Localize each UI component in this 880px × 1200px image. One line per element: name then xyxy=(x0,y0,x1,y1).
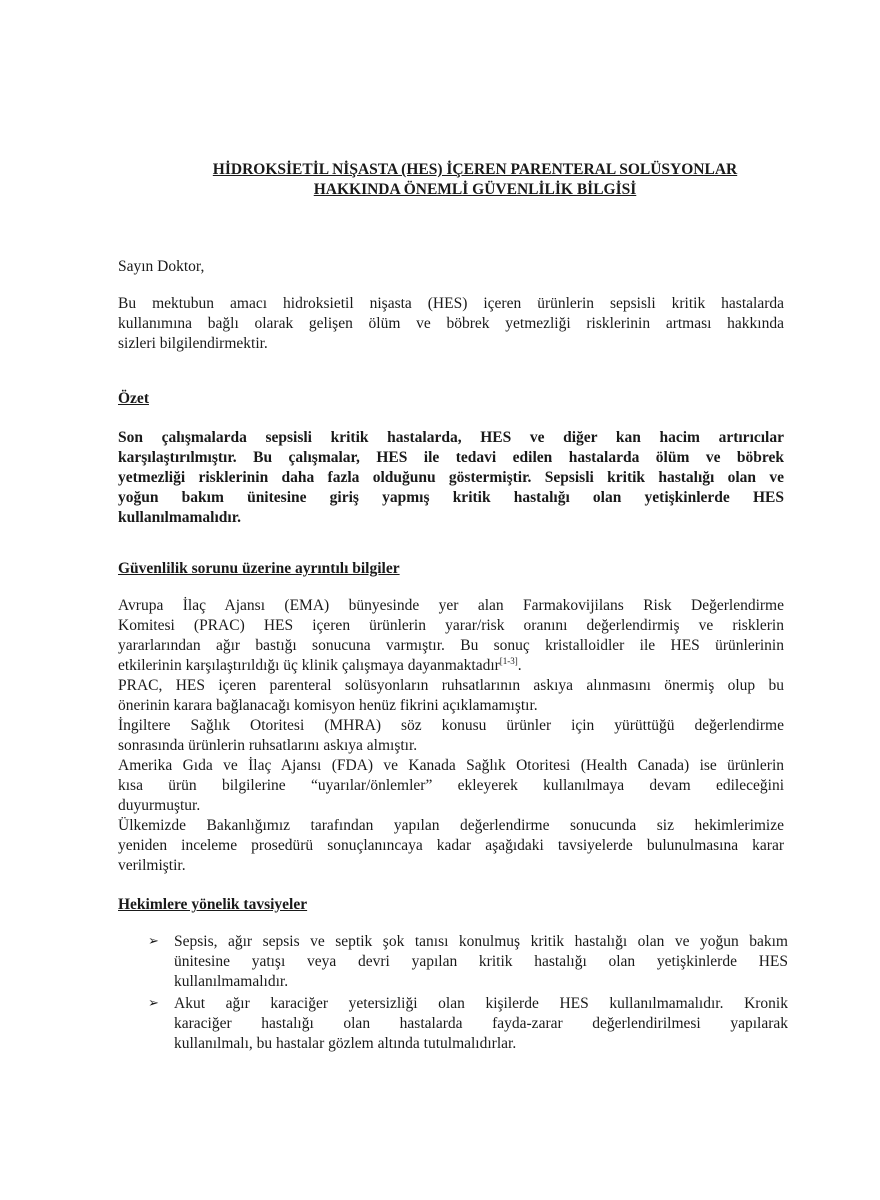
recommendation-line: kullanılmalı, bu hastalar gözlem altında tutulmalıdırlar. xyxy=(174,1035,517,1052)
recommendation-item xyxy=(148,932,788,992)
summary-line: yoğun bakım ünitesine giriş yapmış kritik hastalığı olan yetişkinlerde HES xyxy=(118,489,784,506)
details-line: Ülkemizde Bakanlığımız tarafından yapılan değerlendirme sonucunda siz hekimlerimize xyxy=(118,817,784,834)
details-line: sonrasında ürünlerin ruhsatlarını askıya almıştır. xyxy=(118,737,418,754)
greeting: Sayın Doktor, xyxy=(118,258,205,275)
details-line: yararlarından ağır bastığı sonucuna varmıştır. Bu sonuç kristalloidler ile HES ürünlerinin xyxy=(118,637,784,654)
details-heading: Güvenlilik sorunu üzerine ayrıntılı bilgiler xyxy=(118,560,400,577)
details-line: duyurmuştur. xyxy=(118,797,201,814)
title-line-1: HİDROKSİETİL NİŞASTA (HES) İÇEREN PARENTERAL SOLÜSYONLAR xyxy=(212,161,738,178)
details-line: Amerika Gıda ve İlaç Ajansı (FDA) ve Kanada Sağlık Otoritesi (Health Canada) ise ürünlerin xyxy=(118,757,784,774)
intro-line: kullanımına bağlı olarak gelişen ölüm ve böbrek yetmezliği risklerinin artması hakkında xyxy=(118,315,784,332)
recommendation-item xyxy=(148,994,788,1054)
details-line: yeniden inceleme prosedürü sonuçlanıncaya kadar aşağıdaki tavsiyelerde bulunulmasına karar xyxy=(118,837,784,854)
details-line: İngiltere Sağlık Otoritesi (MHRA) söz konusu ürünler için yürüttüğü değerlendirme xyxy=(118,717,784,734)
arrow-bullet-icon: ➢ xyxy=(148,996,159,1011)
title-line-2: HAKKINDA ÖNEMLİ GÜVENLİLİK BİLGİSİ xyxy=(313,181,637,198)
recommendation-line: Sepsis, ağır sepsis ve septik şok tanısı konulmuş kritik hastalığı olan ve yoğun bakım xyxy=(174,933,788,950)
details-line xyxy=(118,656,784,676)
details-line: Avrupa İlaç Ajansı (EMA) bünyesinde yer alan Farmakovijilans Risk Değerlendirme xyxy=(118,597,784,614)
details-paragraph xyxy=(118,596,784,876)
details-line: verilmiştir. xyxy=(118,857,186,874)
details-line: önerinin karara bağlanacağı komisyon henüz fikrini açıklamamıştır. xyxy=(118,697,538,714)
intro-line: sizleri bilgilendirmektir. xyxy=(118,335,268,352)
summary-paragraph xyxy=(118,428,784,528)
recommendation-line: Akut ağır karaciğer yetersizliği olan kişilerde HES kullanılmamalıdır. Kronik xyxy=(174,995,788,1012)
summary-line: Son çalışmalarda sepsisli kritik hastalarda, HES ve diğer kan hacim artırıcılar xyxy=(118,429,784,446)
details-line: kısa ürün bilgilerine “uyarılar/önlemler” ekleyerek kullanılmaya devam edileceğini xyxy=(118,777,784,794)
intro-line: Bu mektubun amacı hidroksietil nişasta (HES) içeren ürünlerin sepsisli kritik hastalarda xyxy=(118,295,784,312)
details-line: Komitesi (PRAC) HES içeren ürünlerin yarar/risk oranını değerlendirmiş ve risklerin xyxy=(118,617,784,634)
arrow-bullet-icon: ➢ xyxy=(148,934,159,949)
details-line-text: etkilerinin karşılaştırıldığı üç klinik çalışmaya dayanmaktadır xyxy=(118,657,500,674)
summary-line: kullanılmamalıdır. xyxy=(118,509,242,526)
recommendations-heading: Hekimlere yönelik tavsiyeler xyxy=(118,896,308,913)
summary-line: yetmezliği risklerinin daha fazla olduğunu göstermiştir. Sepsisli kritik hastalığı olan ve xyxy=(118,469,784,486)
document-title xyxy=(120,160,830,200)
recommendation-line: ünitesine yatışı veya devri yapılan kritik hastalığı olan yetişkinlerde HES xyxy=(174,953,788,970)
details-line-end: . xyxy=(517,657,522,674)
summary-heading: Özet xyxy=(118,390,149,407)
details-line: PRAC, HES içeren parenteral solüsyonların ruhsatlarının askıya alınmasını önermiş olup bu xyxy=(118,677,784,694)
summary-line: karşılaştırılmıştır. Bu çalışmalar, HES ile tedavi edilen hastalarda ölüm ve böbrek xyxy=(118,449,784,466)
recommendation-line: karaciğer hastalığı olan hastalarda fayda-zarar değerlendirilmesi yapılarak xyxy=(174,1015,788,1032)
intro-paragraph xyxy=(118,294,784,354)
reference-superscript: [1-3] xyxy=(499,655,518,666)
recommendation-line: kullanılmamalıdır. xyxy=(174,973,289,990)
recommendations-list xyxy=(148,932,788,1056)
